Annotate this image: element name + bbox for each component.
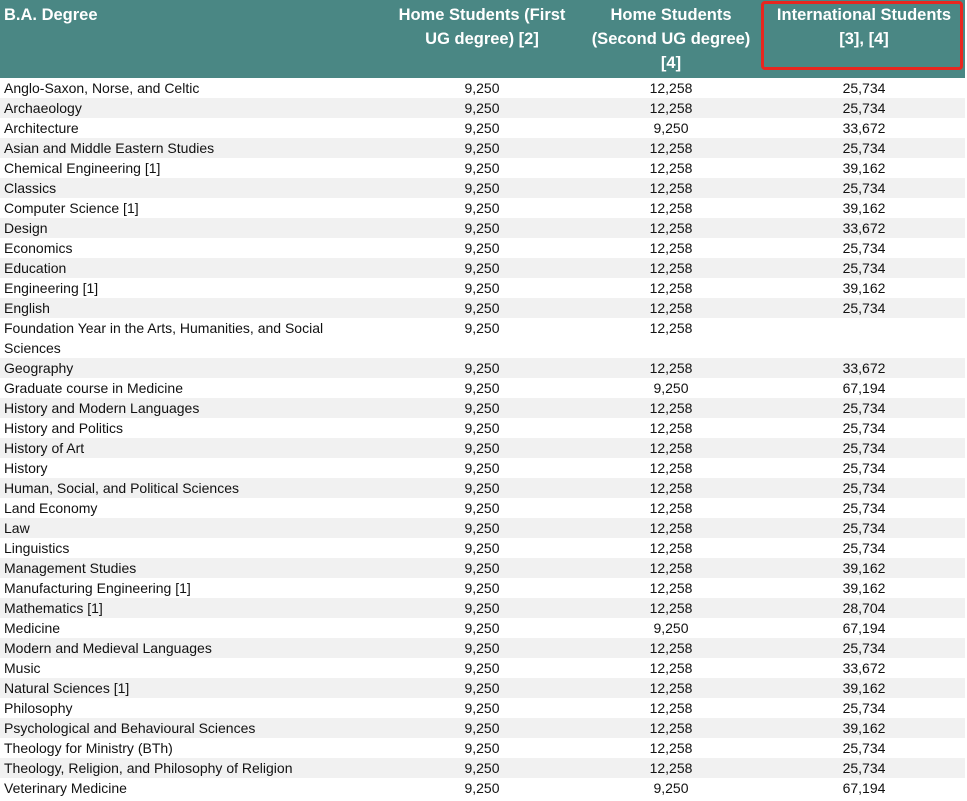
table-row [0, 298, 965, 318]
table-row [0, 218, 965, 238]
table-row [0, 278, 965, 298]
cell-home-second: 12,258 [579, 218, 763, 238]
cell-degree: Anglo-Saxon, Norse, and Celtic [4, 80, 200, 96]
cell-home-first: 9,250 [385, 518, 579, 538]
cell-degree: Theology for Ministry (BTh) [4, 740, 173, 756]
cell-home-first: 9,250 [464, 160, 500, 176]
table-row [0, 378, 965, 398]
table-row [0, 558, 965, 578]
cell-degree: Chemical Engineering [1] [4, 160, 161, 176]
cell-home-first: 9,250 [464, 380, 500, 396]
table-row [0, 538, 965, 558]
cell-home-first: 9,250 [385, 138, 579, 158]
cell-degree: Architecture [4, 120, 79, 136]
table-row [0, 678, 965, 698]
cell-home-second: 12,258 [649, 320, 693, 336]
cell-home-first: 9,250 [385, 598, 579, 618]
cell-degree: History [4, 460, 48, 476]
cell-home-first: 9,250 [385, 758, 579, 778]
cell-degree: Land Economy [4, 500, 98, 516]
header-degree: B.A. Degree [0, 0, 385, 78]
cell-degree: Philosophy [4, 700, 73, 716]
table-row [0, 158, 965, 178]
cell-home-second: 12,258 [649, 420, 693, 436]
table-row [0, 658, 965, 678]
cell-international: 25,734 [763, 138, 965, 158]
cell-home-second: 9,250 [653, 780, 689, 796]
cell-home-second: 12,258 [579, 758, 763, 778]
cell-international: 25,734 [763, 638, 965, 658]
cell-international: 67,194 [842, 380, 886, 396]
table-row [0, 398, 965, 418]
cell-home-first: 9,250 [464, 240, 500, 256]
cell-degree: Theology, Religion, and Philosophy of Religion [0, 758, 385, 778]
cell-international: 33,672 [842, 120, 886, 136]
cell-home-second: 12,258 [579, 398, 763, 418]
cell-home-second: 12,258 [579, 258, 763, 278]
cell-home-first: 9,250 [385, 398, 579, 418]
cell-international: 39,162 [763, 718, 965, 738]
cell-home-second: 12,258 [579, 558, 763, 578]
cell-international: 25,734 [842, 500, 886, 516]
cell-home-first: 9,250 [464, 280, 500, 296]
cell-home-second: 9,250 [653, 380, 689, 396]
cell-international: 39,162 [763, 678, 965, 698]
cell-international: 25,734 [763, 758, 965, 778]
cell-home-second: 12,258 [579, 718, 763, 738]
table-row [0, 318, 965, 358]
cell-home-first: 9,250 [385, 678, 579, 698]
cell-international: 33,672 [842, 660, 886, 676]
cell-degree: Medicine [4, 620, 61, 636]
table-body [0, 78, 965, 798]
cell-degree: Asian and Middle Eastern Studies [0, 138, 385, 158]
cell-degree: Law [0, 518, 385, 538]
cell-home-second: 12,258 [579, 138, 763, 158]
cell-degree: Music [4, 660, 41, 676]
table-row [0, 98, 965, 118]
cell-home-first: 9,250 [385, 258, 579, 278]
table-row [0, 718, 965, 738]
cell-international: 25,734 [842, 740, 886, 756]
cell-degree: History and Politics [4, 420, 124, 436]
cell-home-first: 9,250 [385, 298, 579, 318]
cell-degree: Design [0, 218, 385, 238]
table-row [0, 498, 965, 518]
table-row [0, 138, 965, 158]
cell-degree: Human, Social, and Political Sciences [0, 478, 385, 498]
table-row [0, 758, 965, 778]
cell-home-first: 9,250 [385, 558, 579, 578]
cell-degree: Graduate course in Medicine [4, 380, 183, 396]
cell-international: 39,162 [842, 580, 886, 596]
table-row [0, 78, 965, 98]
highlight-box [761, 1, 963, 70]
cell-degree: Modern and Medieval Languages [0, 638, 385, 658]
header-international: International Students [3], [4] [763, 0, 965, 78]
cell-international: 25,734 [842, 420, 886, 436]
cell-degree: Economics [4, 240, 73, 256]
cell-international: 25,734 [763, 258, 965, 278]
cell-degree: History and Modern Languages [0, 398, 385, 418]
cell-home-first: 9,250 [464, 420, 500, 436]
table-row [0, 238, 965, 258]
cell-international: 25,734 [842, 80, 886, 96]
cell-international: 67,194 [842, 780, 886, 796]
cell-international: 39,162 [842, 160, 886, 176]
cell-home-second: 12,258 [649, 580, 693, 596]
cell-home-first: 9,250 [464, 540, 500, 556]
cell-home-second: 12,258 [649, 200, 693, 216]
cell-degree: Linguistics [4, 540, 70, 556]
cell-international: 25,734 [763, 478, 965, 498]
cell-home-second: 12,258 [579, 518, 763, 538]
cell-degree: Mathematics [1] [0, 598, 385, 618]
cell-home-second: 12,258 [579, 678, 763, 698]
cell-degree: Archaeology [0, 98, 385, 118]
table-row [0, 598, 965, 618]
cell-home-second: 12,258 [649, 240, 693, 256]
cell-home-first: 9,250 [464, 80, 500, 96]
cell-degree: Classics [0, 178, 385, 198]
cell-home-second: 12,258 [649, 700, 693, 716]
cell-home-first: 9,250 [464, 460, 500, 476]
table-row [0, 638, 965, 658]
cell-degree: Veterinary Medicine [4, 780, 127, 796]
cell-international: 33,672 [763, 358, 965, 378]
cell-international: 39,162 [842, 200, 886, 216]
cell-international: 33,672 [763, 218, 965, 238]
cell-home-second: 12,258 [649, 660, 693, 676]
table-row [0, 418, 965, 438]
cell-home-first: 9,250 [464, 500, 500, 516]
cell-home-second: 12,258 [649, 460, 693, 476]
cell-degree: Management Studies [0, 558, 385, 578]
cell-international: 25,734 [763, 298, 965, 318]
cell-home-second: 9,250 [653, 620, 689, 636]
cell-international: 25,734 [763, 438, 965, 458]
cell-home-second: 12,258 [579, 478, 763, 498]
table-row [0, 118, 965, 138]
cell-international [763, 318, 965, 358]
cell-international: 25,734 [763, 178, 965, 198]
cell-home-first: 9,250 [464, 320, 500, 336]
cell-international: 28,704 [763, 598, 965, 618]
cell-international: 25,734 [763, 518, 965, 538]
table-row [0, 438, 965, 458]
cell-home-second: 12,258 [579, 298, 763, 318]
cell-international: 67,194 [842, 620, 886, 636]
cell-home-second: 12,258 [649, 500, 693, 516]
table-row [0, 778, 965, 798]
cell-home-first: 9,250 [464, 620, 500, 636]
cell-degree: Foundation Year in the Arts, Humanities, and Social Sciences [4, 320, 324, 356]
table-row [0, 358, 965, 378]
cell-home-first: 9,250 [464, 120, 500, 136]
cell-home-second: 12,258 [649, 160, 693, 176]
cell-home-first: 9,250 [464, 660, 500, 676]
cell-international: 25,734 [763, 398, 965, 418]
cell-home-first: 9,250 [385, 178, 579, 198]
cell-home-first: 9,250 [464, 780, 500, 796]
table-row [0, 618, 965, 638]
cell-home-first: 9,250 [385, 478, 579, 498]
cell-home-second: 12,258 [579, 438, 763, 458]
table-row [0, 198, 965, 218]
cell-international: 25,734 [842, 700, 886, 716]
cell-degree: Education [0, 258, 385, 278]
cell-home-first: 9,250 [464, 700, 500, 716]
cell-home-first: 9,250 [385, 218, 579, 238]
header-home-second: Home Students (Second UG degree) [4] [579, 0, 763, 78]
cell-home-second: 9,250 [653, 120, 689, 136]
cell-home-second: 12,258 [649, 540, 693, 556]
cell-home-first: 9,250 [464, 740, 500, 756]
cell-home-second: 12,258 [579, 178, 763, 198]
cell-home-second: 12,258 [649, 280, 693, 296]
table-row [0, 458, 965, 478]
cell-degree: Geography [0, 358, 385, 378]
cell-home-second: 12,258 [579, 358, 763, 378]
cell-home-first: 9,250 [385, 358, 579, 378]
table-row [0, 178, 965, 198]
cell-international: 25,734 [842, 240, 886, 256]
table-row [0, 518, 965, 538]
cell-home-second: 12,258 [579, 598, 763, 618]
header-home-first: Home Students (First UG degree) [2] [385, 0, 579, 78]
cell-home-second: 12,258 [649, 740, 693, 756]
cell-international: 25,734 [842, 460, 886, 476]
table-row [0, 258, 965, 278]
cell-international: 39,162 [763, 558, 965, 578]
table-row [0, 578, 965, 598]
cell-home-first: 9,250 [385, 718, 579, 738]
cell-international: 25,734 [763, 98, 965, 118]
cell-home-first: 9,250 [385, 98, 579, 118]
cell-degree: English [0, 298, 385, 318]
cell-international: 25,734 [842, 540, 886, 556]
cell-degree: Engineering [1] [4, 280, 99, 296]
cell-degree: History of Art [0, 438, 385, 458]
cell-home-second: 12,258 [649, 80, 693, 96]
cell-home-second: 12,258 [579, 638, 763, 658]
table-row [0, 478, 965, 498]
cell-home-first: 9,250 [385, 438, 579, 458]
cell-home-first: 9,250 [464, 200, 500, 216]
table-row [0, 698, 965, 718]
cell-degree: Natural Sciences [1] [0, 678, 385, 698]
cell-home-first: 9,250 [464, 580, 500, 596]
table-row [0, 738, 965, 758]
cell-home-first: 9,250 [385, 638, 579, 658]
cell-degree: Psychological and Behavioural Sciences [0, 718, 385, 738]
cell-international: 39,162 [842, 280, 886, 296]
cell-home-second: 12,258 [579, 98, 763, 118]
cell-degree: Computer Science [1] [4, 200, 139, 216]
cell-degree: Manufacturing Engineering [1] [4, 580, 191, 596]
